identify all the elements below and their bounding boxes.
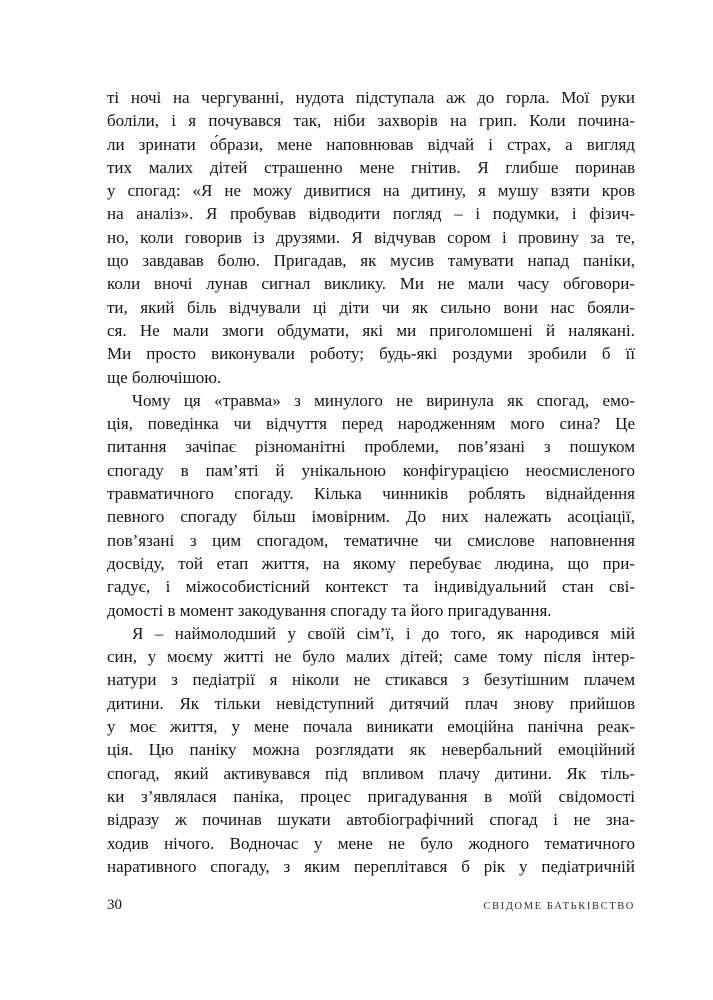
text-line: боліли, і я почувався так, ніби захворів на грип. Коли почина- — [107, 111, 635, 131]
text-line: у спогад: «Я не можу дивитися на дитину, я мушу взяти кров — [107, 181, 635, 201]
text-line: у моє життя, у мене почала виникати емоційна панічна реак- — [107, 717, 635, 737]
text-line: наративного спогаду, з яким переплітався б рік у педіатричній — [107, 856, 635, 876]
text-line: травматичного спогаду. Кілька чинників роблять віднайдення — [107, 484, 635, 504]
text-line: натури з педіатрії я ніколи не стикався з безутішним плачем — [107, 670, 635, 690]
text-line: ся. Не мали змоги обдумати, які ми приголомшені й налякані. — [107, 320, 635, 340]
text-line: досвіду, той етап життя, на якому перебуває людина, що при- — [107, 553, 635, 573]
text-line: дитини. Як тільки невідступний дитячий плач знову прийшов — [107, 693, 635, 713]
text-line: ті ночі на чергуванні, нудота підступала аж до горла. Мої руки — [107, 88, 635, 107]
text-line: ли зринати о́брази, мене наповнював відчай і страх, а вигляд — [107, 134, 635, 154]
text-line: пов’язані з цим спогадом, тематичне чи смислове наповнення — [107, 530, 635, 550]
text-line: Я – наймолодший у своїй сім’ї, і до того, як народився мій — [132, 623, 635, 643]
text-line: гадує, і міжособистісний контекст та індивідуальний стан сві- — [107, 577, 635, 597]
text-line: ти, який біль відчували ці діти чи як сильно вони нас бояли- — [107, 297, 635, 317]
text-line: Чому ця «травма» з минулого не виринула як спогад, емо- — [132, 390, 635, 410]
running-title: СВІДОМЕ БАТЬКІВСТВО — [483, 901, 635, 912]
text-line: син, у моєму житті не було малих дітей; саме тому після інтер- — [107, 647, 635, 667]
text-line: но, коли говорив із друзями. Я відчував сором і провину за те, — [107, 227, 635, 247]
text-line: тих малих дітей страшенно мене гнітив. Я глибше поринав — [107, 157, 635, 177]
text-line: ходив нічого. Водночас у мене не було жодного тематичного — [107, 833, 635, 853]
paragraph — [107, 86, 635, 389]
text-line: питання зачіпає різноманітні проблеми, пов’язані з пошуком — [107, 437, 635, 457]
text-line: спогад, який активувався під впливом плачу дитини. Як тіль- — [107, 763, 635, 783]
text-line: спогаду в пам’яті й унікальною конфігурацією неосмисленого — [107, 460, 635, 480]
text-line: відразу ж починав шукати автобіографічний спогад і не зна- — [107, 810, 635, 830]
page-footer — [107, 897, 635, 914]
text-line: що завдавав болю. Пригадав, як мусив тамувати напад паніки, — [107, 251, 635, 271]
page-number: 30 — [107, 897, 122, 913]
text-block — [107, 86, 635, 878]
text-line: коли вночі лунав сигнал виклику. Ми не мали часу обговори- — [107, 274, 635, 294]
text-line: на аналіз». Я пробував відводити погляд – і подумки, і фізич- — [107, 204, 635, 224]
text-line: домості в момент закодування спогаду та його пригадування. — [107, 600, 552, 620]
text-line: певного спогаду більш імовірним. До них належать асоціації, — [107, 507, 635, 527]
text-line: ція. Цю паніку можна розглядати як невербальний емоційний — [107, 740, 635, 760]
text-line: Ми просто виконували роботу; будь-які роздуми зробили б її — [107, 344, 635, 364]
text-line: ще болючішою. — [107, 367, 222, 387]
paragraph — [107, 622, 635, 878]
paragraph — [107, 389, 635, 622]
text-line: ція, поведінка чи відчуття перед народженням мого сина? Це — [107, 414, 635, 434]
text-line: ки з’являлася паніка, процес пригадування в моїй свідомості — [107, 786, 635, 806]
